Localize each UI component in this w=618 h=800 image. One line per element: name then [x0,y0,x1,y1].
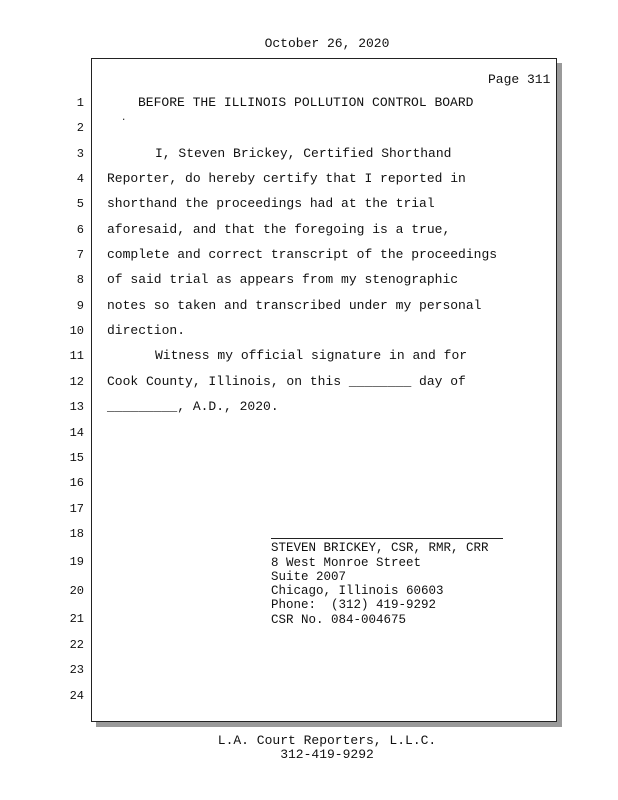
signature-line [271,538,503,539]
transcript-line: shorthand the proceedings had at the trial [107,196,435,211]
line-number: 3 [76,147,84,161]
line-number: 11 [69,349,84,363]
line-number: 9 [76,299,84,313]
transcript-line: Witness my official signature in and for [155,348,468,363]
line-number: 24 [69,689,84,703]
transcript-line: direction. [107,323,186,338]
line-number: 20 [69,584,84,598]
line-number: 1 [76,96,84,110]
line-number: 8 [76,273,84,287]
line-number: 21 [69,612,84,626]
line-number: 23 [69,663,84,677]
line-number: 10 [69,324,84,338]
reporter-phone: Phone: (312) 419-9292 [271,598,437,612]
line-number: 17 [69,502,84,516]
transcript-line: . [121,113,127,123]
line-number: 18 [69,527,84,541]
reporter-suite: Suite 2007 [271,570,347,584]
line-number: 16 [69,476,84,490]
transcript-line: Cook County, Illinois, on this ________ day of [107,374,466,389]
line-number: 4 [76,172,84,186]
page-number: Page 311 [488,72,551,87]
footer-company: L.A. Court Reporters, L.L.C. [217,733,437,748]
transcript-line: Reporter, do hereby certify that I reported in [107,171,466,186]
line-number: 14 [69,426,84,440]
reporter-csr: CSR No. 084-004675 [271,613,407,627]
reporter-address: 8 West Monroe Street [271,556,422,570]
transcript-line: I, Steven Brickey, Certified Shorthand [155,146,452,161]
transcript-line: _________, A.D., 2020. [107,399,279,414]
line-number: 5 [76,197,84,211]
transcript-line: BEFORE THE ILLINOIS POLLUTION CONTROL BOARD [138,95,474,110]
line-number: 19 [69,555,84,569]
line-number: 12 [69,375,84,389]
transcript-line: complete and correct transcript of the proceedings [107,247,498,262]
transcript-line: of said trial as appears from my stenographic [107,272,459,287]
footer-phone: 312-419-9292 [280,747,374,762]
reporter-city: Chicago, Illinois 60603 [271,584,444,598]
line-number: 15 [69,451,84,465]
reporter-name: STEVEN BRICKEY, CSR, RMR, CRR [271,541,489,555]
header-date: October 26, 2020 [264,36,390,51]
transcript-line: notes so taken and transcribed under my personal [107,298,482,313]
transcript-line: aforesaid, and that the foregoing is a true, [107,222,451,237]
line-number: 6 [76,223,84,237]
line-number: 2 [76,121,84,135]
line-number: 22 [69,638,84,652]
line-number: 7 [76,248,84,262]
line-number: 13 [69,400,84,414]
